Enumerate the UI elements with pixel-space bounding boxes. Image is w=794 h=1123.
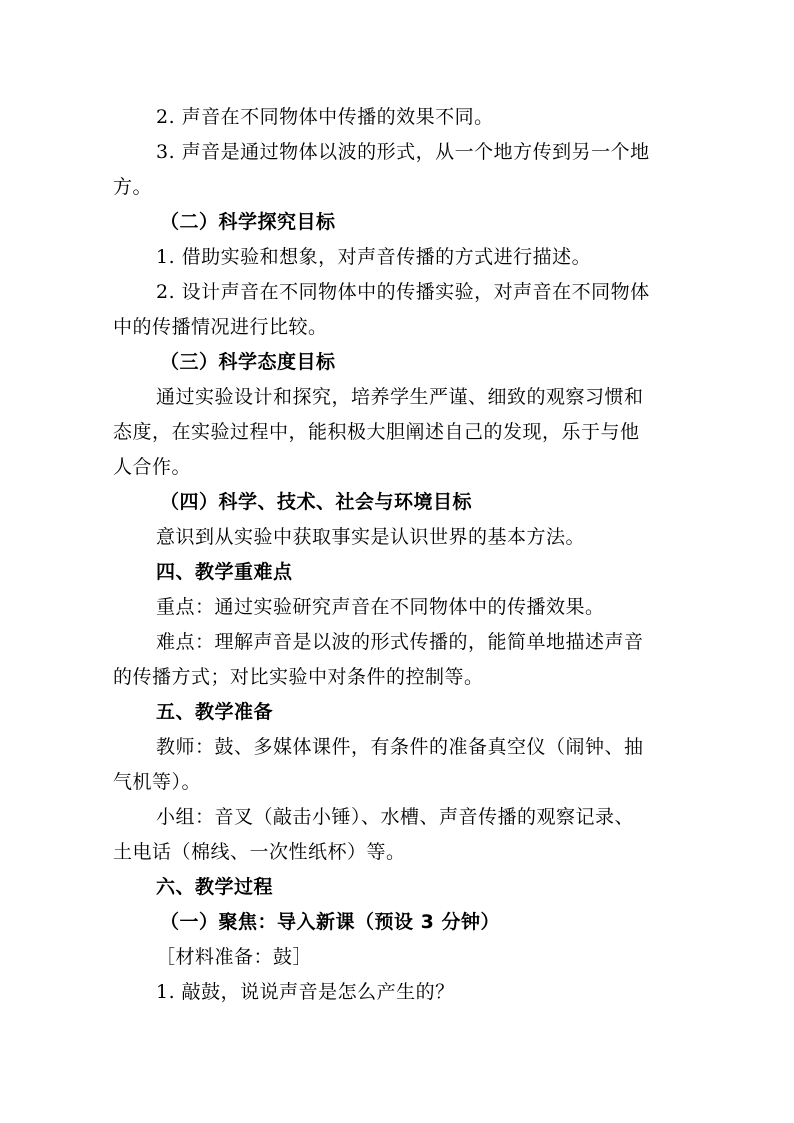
- attitude-goal-line1: 通过实验设计和探究，培养学生严谨、细致的观察习惯和: [156, 386, 644, 408]
- subsection-heading-focus: （一）聚焦：导入新课（预设 3 分钟）: [160, 911, 500, 933]
- group-prep-line1: 小组：音叉（敲击小锤）、水槽、声音传播的观察记录、: [156, 806, 635, 828]
- teacher-prep-line1: 教师：鼓、多媒体课件，有条件的准备真空仪（闹钟、抽: [156, 736, 644, 758]
- sts-goal: 意识到从实验中获取事实是认识世界的基本方法。: [156, 526, 586, 548]
- section-heading-preparation: 五、教学准备: [156, 701, 274, 723]
- objective-2: 2. 声音在不同物体中传播的效果不同。: [156, 106, 494, 128]
- step-1: 1. 敲鼓，说说声音是怎么产生的？: [156, 981, 455, 1003]
- objective-3-line1: 3. 声音是通过物体以波的形式，从一个地方传到另一个地: [156, 141, 650, 163]
- section-heading-key-points: 四、教学重难点: [156, 561, 293, 583]
- key-point: 重点：通过实验研究声音在不同物体中的传播效果。: [156, 596, 605, 618]
- inquiry-goal-2-line1: 2. 设计声音在不同物体中的传播实验，对声音在不同物体: [156, 281, 650, 303]
- inquiry-goal-2-line2: 中的传播情况进行比较。: [113, 316, 328, 338]
- teacher-prep-line2: 气机等）。: [113, 771, 202, 793]
- section-heading-attitude-goals: （三）科学态度目标: [160, 351, 336, 373]
- materials-note: ［材料准备：鼓］: [156, 946, 313, 968]
- section-heading-inquiry-goals: （二）科学探究目标: [160, 211, 336, 233]
- difficult-point-line1: 难点：理解声音是以波的形式传播的，能简单地描述声音: [156, 631, 644, 653]
- attitude-goal-line3: 人合作。: [113, 456, 192, 478]
- group-prep-line2: 土电话（棉线、一次性纸杯）等。: [113, 841, 406, 863]
- attitude-goal-line2: 态度，在实验过程中，能积极大胆阐述自己的发现，乐于与他: [113, 421, 640, 443]
- section-heading-sts-goals: （四）科学、技术、社会与环境目标: [160, 491, 473, 513]
- difficult-point-line2: 的传播方式；对比实验中对条件的控制等。: [113, 666, 484, 688]
- objective-3-line2: 方。: [113, 176, 153, 198]
- section-heading-process: 六、教学过程: [156, 876, 274, 898]
- inquiry-goal-1: 1. 借助实验和想象，对声音传播的方式进行描述。: [156, 246, 592, 268]
